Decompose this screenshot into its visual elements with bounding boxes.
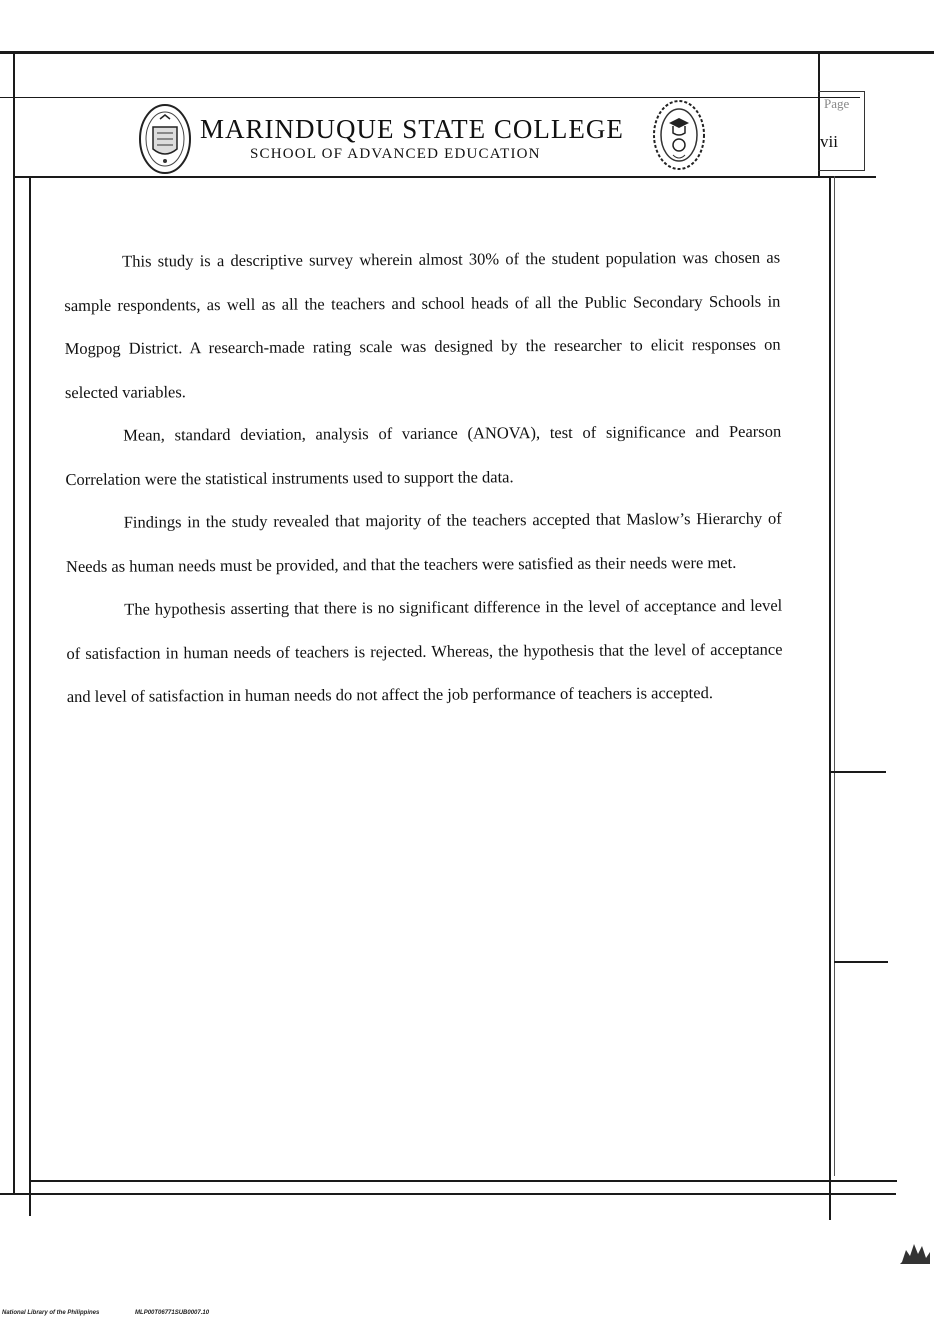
footer-code: MLP00T06771SUB0007.10	[135, 1310, 210, 1316]
header-top-line	[0, 97, 860, 98]
paragraph-4: The hypothesis asserting that there is no significant difference in the level of acceptance and level of satisfaction in human needs of teachers is rejected. Whereas, the hypothesis that the level of acceptance and level of satisfaction in human needs do not affect the job performance of teachers is accepted.	[66, 595, 783, 706]
left-inner-border	[29, 176, 31, 1216]
school-seal-icon	[652, 99, 706, 171]
right-outer-border	[829, 176, 831, 1220]
right-border-segment	[834, 176, 835, 1176]
footer-note	[2, 1310, 243, 1316]
school-name: SCHOOL OF ADVANCED EDUCATION	[250, 146, 541, 162]
abstract-body	[64, 236, 783, 719]
page-label: Page	[824, 96, 850, 111]
college-seal-icon	[138, 103, 192, 175]
paragraph-1: This study is a descriptive survey wherein almost 30% of the student population was chosen as sample respondents, as well as all the teachers and school heads of all the Public Secondary Schools in Mogpog District. A research-made rating scale was designed by the researcher to elicit responses on selected variables.	[64, 247, 781, 402]
right-tick-2	[834, 961, 888, 963]
paragraph-2: Mean, standard deviation, analysis of variance (ANOVA), test of significance and Pearson Correlation were the statistical instruments used to support the data.	[65, 421, 782, 489]
left-outer-border	[13, 54, 15, 1194]
footer-library: National Library of the Philippines	[2, 1310, 100, 1316]
scan-smudge	[900, 1236, 930, 1264]
top-border-line	[0, 51, 934, 54]
right-tick-1	[830, 771, 886, 773]
college-name: MARINDUQUE STATE COLLEGE	[200, 114, 624, 144]
paragraph-3: Findings in the study revealed that majority of the teachers accepted that Maslow’s Hierarchy of Needs as human needs must be provided, and that the teachers were satisfied as their needs were met.	[65, 508, 782, 576]
page-number: vii	[820, 132, 838, 151]
header-bottom-line	[14, 176, 876, 178]
bottom-border-line	[0, 1193, 896, 1195]
bottom-border-line-lower	[31, 1180, 897, 1182]
